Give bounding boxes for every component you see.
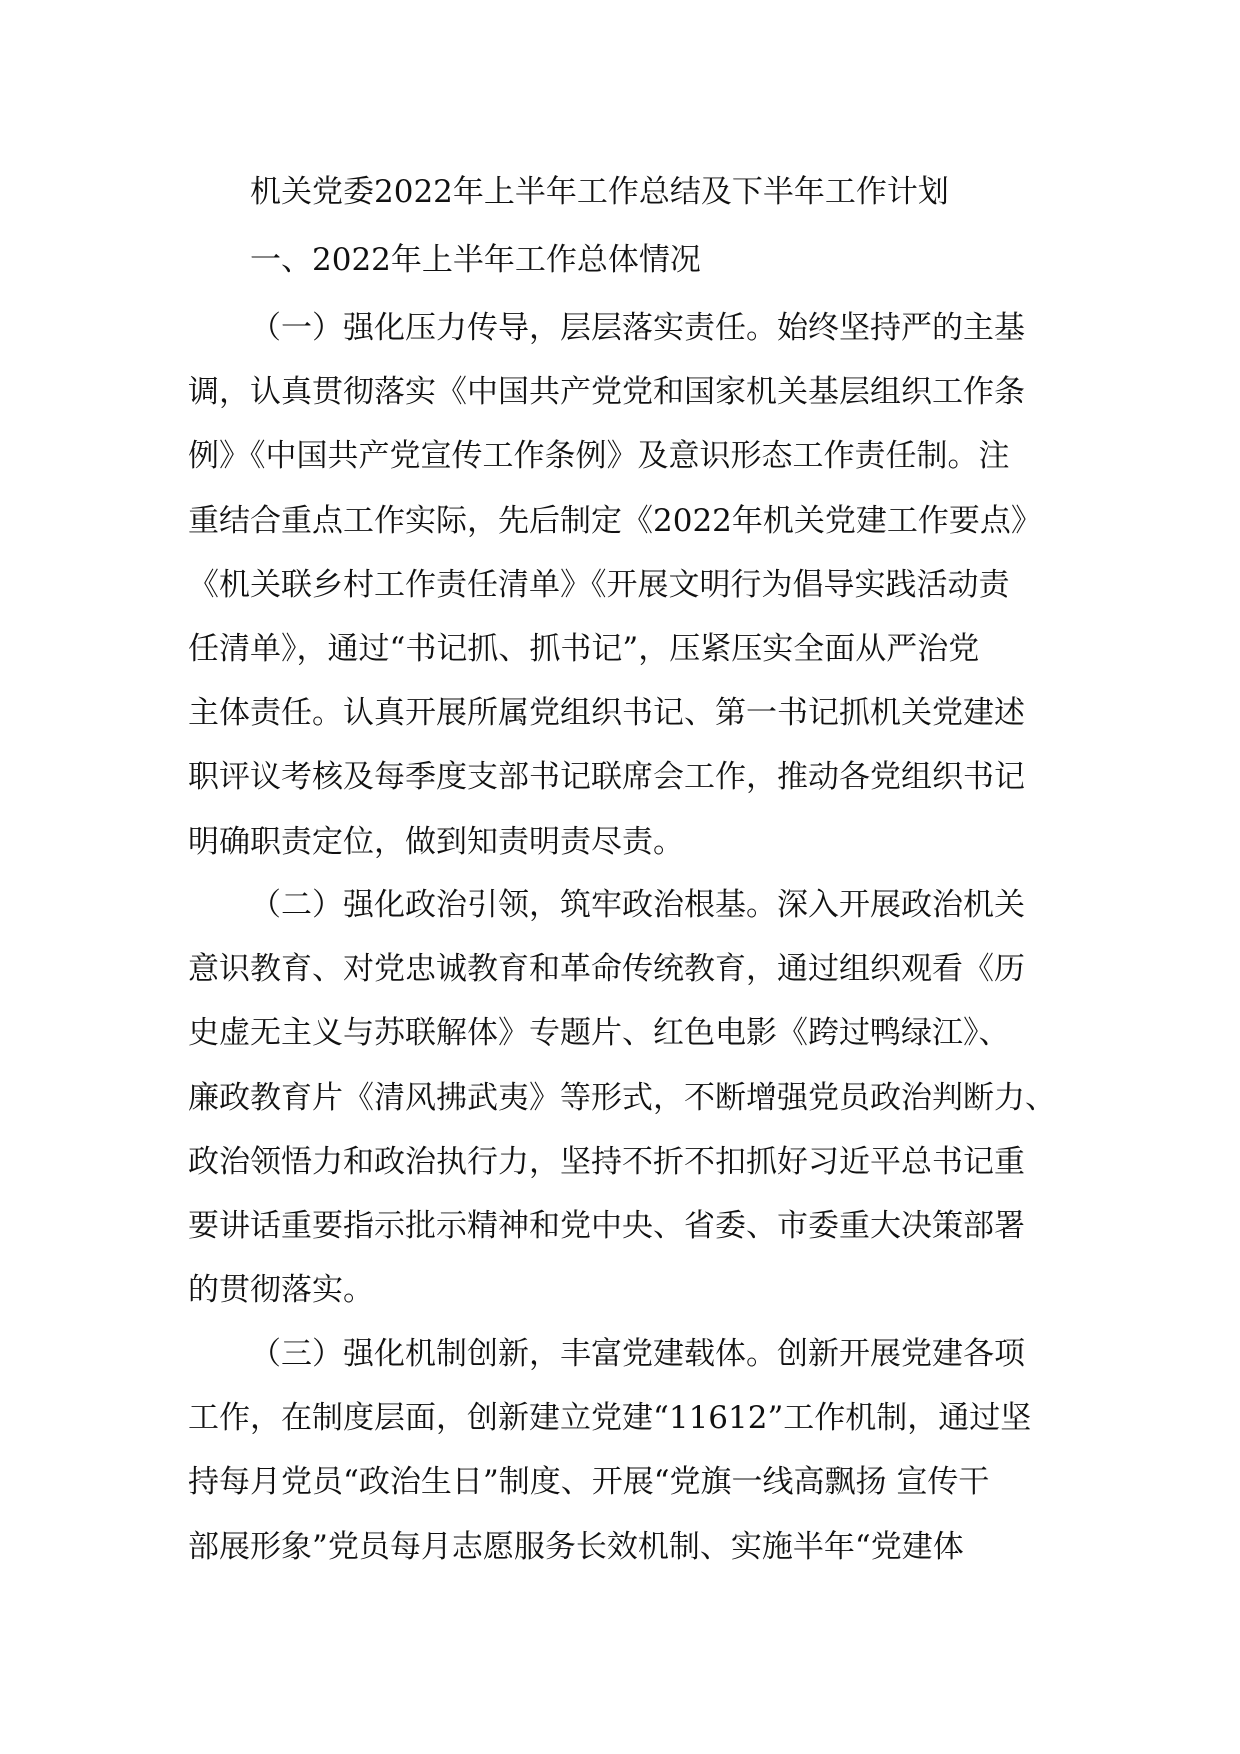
- paragraph-line: 重结合重点工作实际，先后制定《2022年机关党建工作要点》: [188, 502, 1042, 539]
- paragraph-1: [188, 296, 1068, 874]
- paragraph-line: 《机关联乡村工作责任清单》《开展文明行为倡导实践活动责: [188, 566, 1010, 603]
- paragraph-line: （二）强化政治引领，筑牢政治根基。深入开展政治机关: [250, 887, 1025, 923]
- paragraph-line: 任清单》，通过“书记抓、抓书记”，压紧压实全面从严治党: [188, 631, 980, 668]
- paragraph-line: 例》《中国共产党宣传工作条例》及意识形态工作责任制。注: [188, 438, 1010, 475]
- paragraph-2: [188, 873, 1068, 1322]
- paragraph-line: （三）强化机制创新，丰富党建载体。创新开展党建各项: [250, 1336, 1025, 1372]
- paragraph-line: 史虚无主义与苏联解体》专题片、红色电影《跨过鸭绿江》、: [188, 1015, 1010, 1052]
- paragraph-line: 明确职责定位，做到知责明责尽责。: [188, 823, 684, 860]
- paragraph-line: 要讲话重要指示批示精神和党中央、省委、市委重大决策部署: [188, 1208, 1025, 1245]
- paragraph-line: 调，认真贯彻落实《中国共产党党和国家机关基层组织工作条: [188, 374, 1025, 411]
- paragraph-line: 工作，在制度层面，创新建立党建“11612”工作机制，通过坚: [188, 1400, 1032, 1437]
- paragraph-line: 职评议考核及每季度支部书记联席会工作，推动各党组织书记: [188, 759, 1025, 796]
- paragraph-line: 政治领悟力和政治执行力，坚持不折不扣抓好习近平总书记重: [188, 1143, 1025, 1180]
- paragraph-line: 廉政教育片《清风拂武夷》等形式，不断增强党员政治判断力、: [188, 1079, 1056, 1116]
- document-title: 机关党委2022年上半年工作总结及下半年工作计划: [250, 174, 949, 210]
- paragraph-line: 意识教育、对党忠诚教育和革命传统教育，通过组织观看《历: [188, 951, 1025, 988]
- paragraph-line: 的贯彻落实。: [188, 1272, 374, 1309]
- section-heading: 一、2022年上半年工作总体情况: [250, 242, 701, 278]
- paragraph-line: 持每月党员“政治生日”制度、开展“党旗一线高飘扬 宣传干: [188, 1464, 990, 1501]
- paragraph-line: （一）强化压力传导，层层落实责任。始终坚持严的主基: [250, 310, 1025, 346]
- paragraph-line: 主体责任。认真开展所属党组织书记、第一书记抓机关党建述: [188, 695, 1025, 732]
- paragraph-3: [188, 1322, 1068, 1579]
- paragraph-line: 部展形象”党员每月志愿服务长效机制、实施半年“党建体: [188, 1528, 964, 1565]
